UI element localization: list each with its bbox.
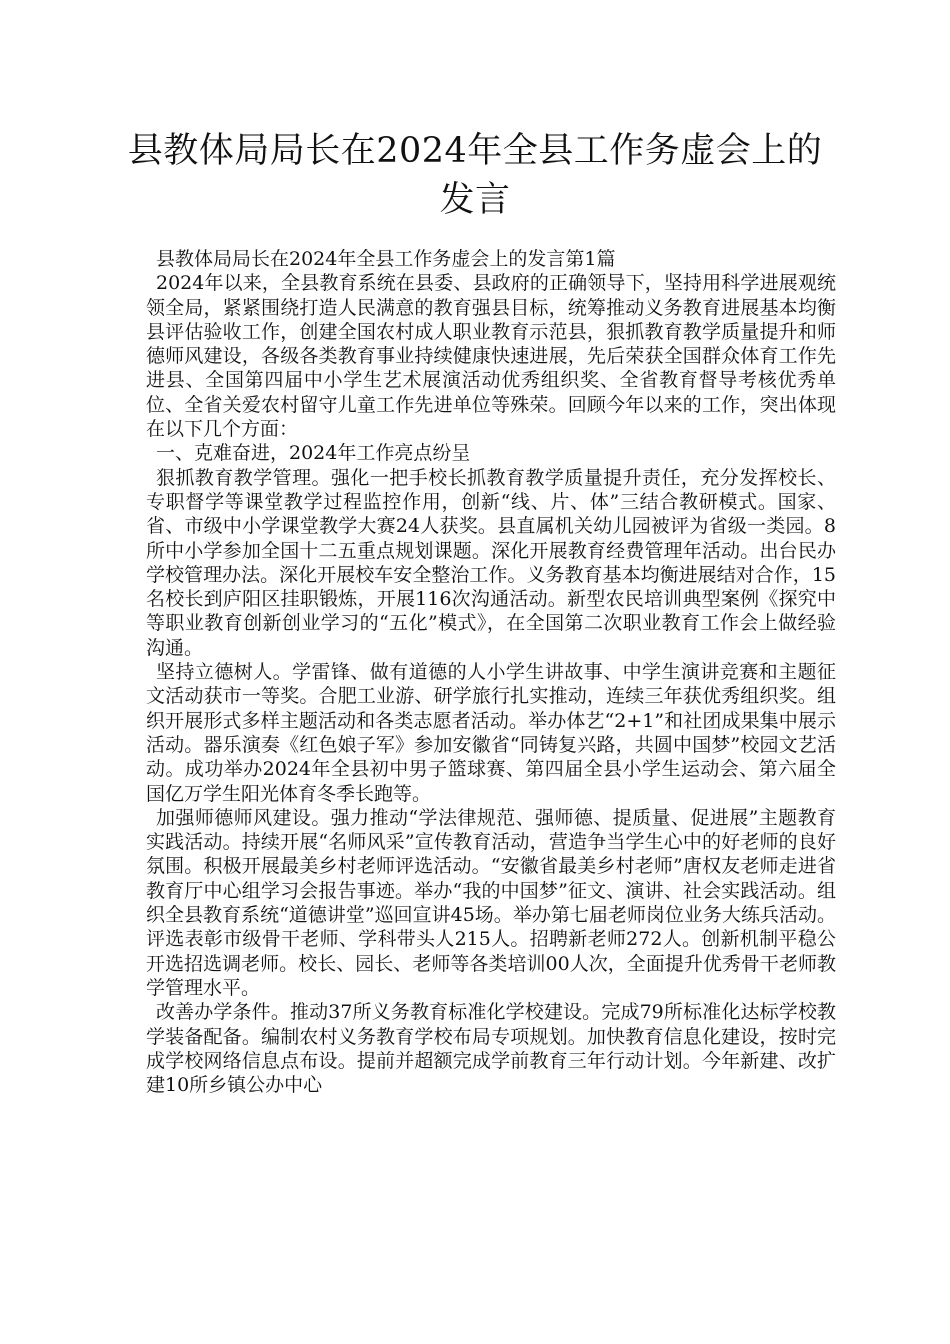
paragraph-teacher-ethics: 加强师德师风建设。强力推动“学法律规范、强师德、提质量、促进展”主题教育实践活动。持续开展“名师风采”宣传教育活动，营造争当学生心中的好老师的良好氛围。积极开展最美乡村老师评选活动。“安徽省最美乡村老师”唐权友老师走进省教育厅中心组学习会报告事迹。举办“我的中国梦”征文、演讲、社会实践活动。组织全县教育系统“道德讲堂”巡回宣讲45场。举办第七届老师岗位业务大练兵活动。评选表彰市级骨干老师、学科带头人215人。招聘新老师272人。创新机制平稳公开选招选调老师。校长、园长、老师等各类培训00人次，全面提升优秀骨干老师教学管理水平。 bbox=[146, 806, 836, 999]
paragraph-school-conditions: 改善办学条件。推动37所义务教育标准化学校建设。完成79所标准化达标学校教学装备配备。编制农村义务教育学校布局专项规划。加快教育信息化建设，按时完成学校网络信息点布设。提前并超额完成学前教育三年行动计划。今年新建、改扩建10所乡镇公办中心 bbox=[146, 1001, 836, 1097]
document-title: 县教体局局长在2024年全县工作务虚会上的发言 bbox=[127, 131, 823, 220]
section-heading-highlights: 一、克难奋进，2024年工作亮点纷呈 bbox=[156, 442, 471, 465]
document-body bbox=[146, 247, 836, 1097]
paragraph-overview: 2024年以来，全县教育系统在县委、县政府的正确领导下，坚持用科学进展观统领全局，紧紧围绕打造人民满意的教育强县目标，统筹推动义务教育进展基本均衡县评估验收工作，创建全国农村成人职业教育示范县，狠抓教育教学质量提升和师德师风建设，各级各类教育事业持续健康快速进展，先后荣获全国群众体育工作先进县、全国第四届中小学生艺术展演活动优秀组织奖、全省教育督导考核优秀单位、全省关爱农村留守儿童工作先进单位等殊荣。回顾今年以来的工作，突出体现在以下几个方面： bbox=[146, 272, 836, 441]
paragraph-teaching-management: 狠抓教育教学管理。强化一把手校长抓教育教学质量提升责任，充分发挥校长、专职督学等课堂教学过程监控作用，创新“线、片、体”三结合教研模式。国家、省、市级中小学课堂教学大赛24人获奖。县直属机关幼儿园被评为省级一类园。8所中小学参加全国十二五重点规划课题。深化开展教育经费管理年活动。出台民办学校管理办法。深化开展校车安全整治工作。义务教育基本均衡进展结对合作，15名校长到庐阳区挂职锻炼，开展116次沟通活动。新型农民培训典型案例《探究中等职业教育创新创业学习的“五化”模式》，在全国第二次职业教育工作会上做经验沟通。 bbox=[146, 466, 836, 659]
section-heading-part-1: 县教体局局长在2024年全县工作务虚会上的发言第1篇 bbox=[156, 248, 616, 270]
paragraph-moral-education: 坚持立德树人。学雷锋、做有道德的人小学生讲故事、中学生演讲竞赛和主题征文活动获市一等奖。合肥工业游、研学旅行扎实推动，连续三年获优秀组织奖。组织开展形式多样主题活动和各类志愿者活动。举办体艺“2+1”和社团成果集中展示活动。器乐演奏《红色娘子军》参加安徽省“同铸复兴路，共圆中国梦”校园文艺活动。成功举办2024年全县初中男子篮球赛、第四届全县小学生运动会、第六届全国亿万学生阳光体育冬季长跑等。 bbox=[146, 661, 836, 805]
